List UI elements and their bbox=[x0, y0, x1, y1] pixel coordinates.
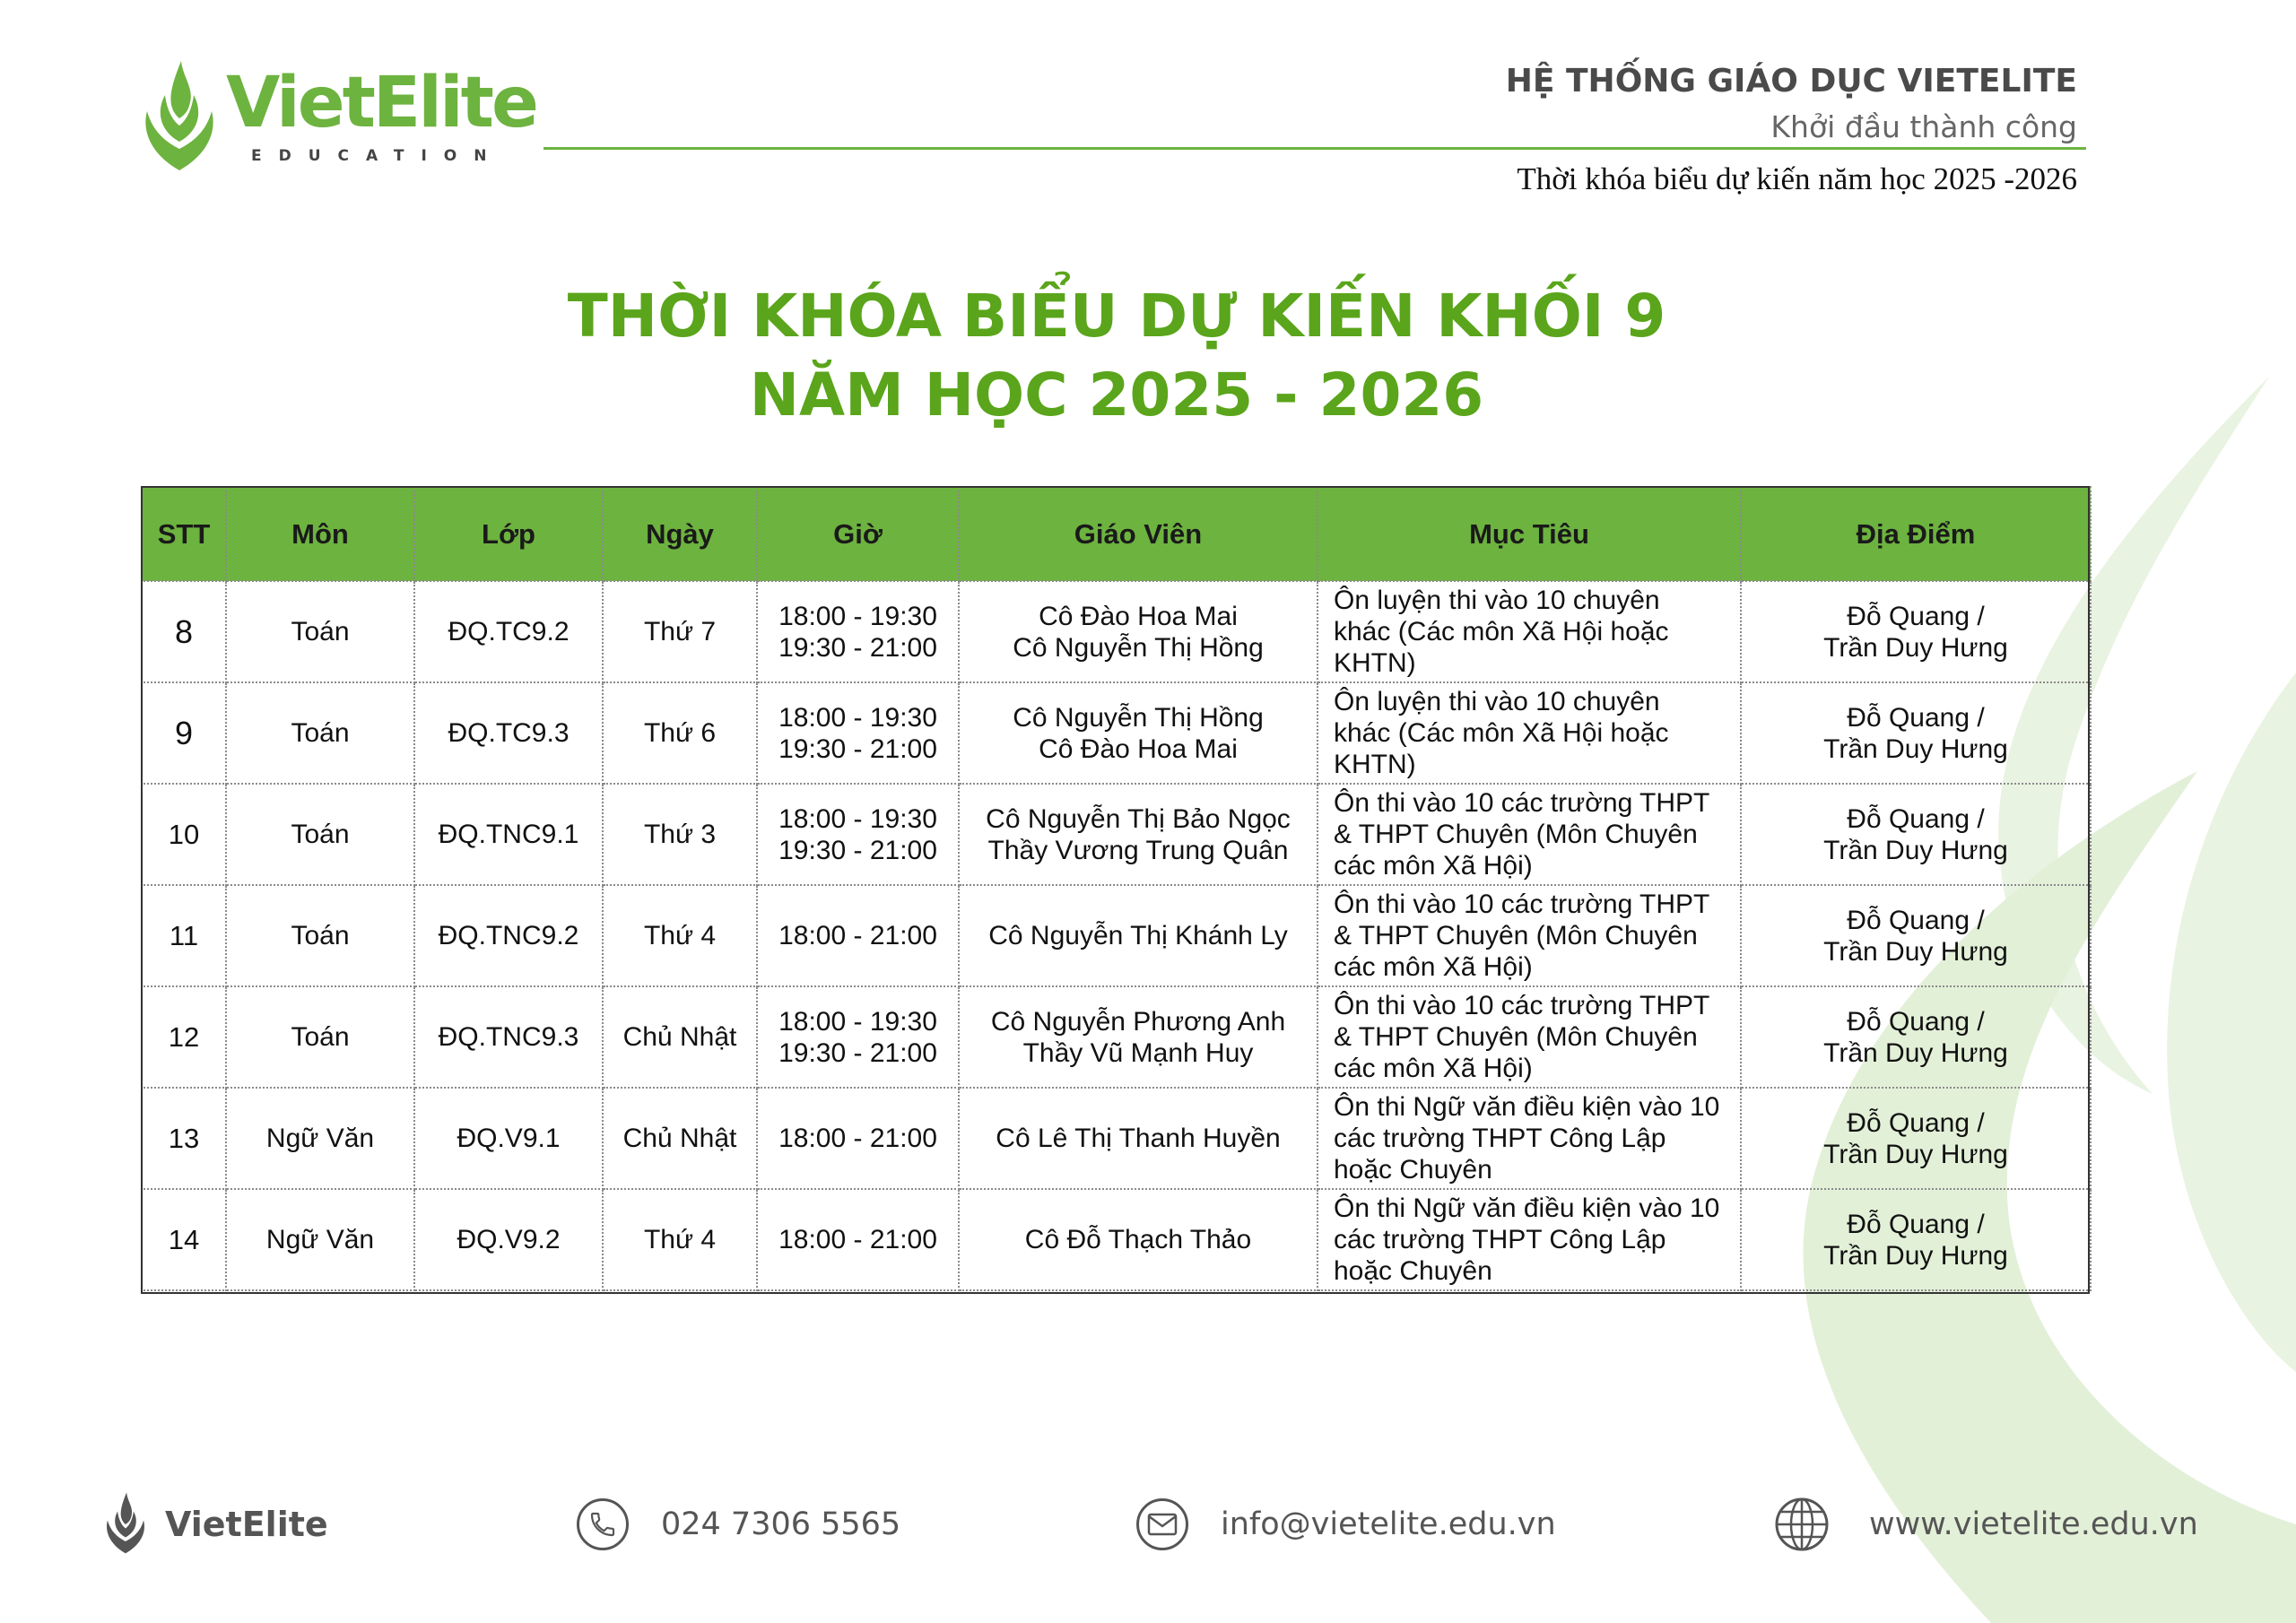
mail-icon bbox=[1136, 1498, 1188, 1550]
cell-time bbox=[757, 784, 959, 885]
teacher-line: Thầy Vương Trung Quân bbox=[987, 835, 1289, 865]
time-line: 18:00 - 21:00 bbox=[778, 921, 937, 950]
location-line: Trần Duy Hưng bbox=[1823, 835, 2008, 865]
location-line: Trần Duy Hưng bbox=[1823, 733, 2008, 764]
logo-subtext: EDUCATION bbox=[251, 147, 504, 165]
teacher-line: Cô Đào Hoa Mai bbox=[1039, 733, 1238, 764]
location-line: Đỗ Quang / bbox=[1847, 803, 1985, 834]
cell-goal bbox=[1318, 1088, 1741, 1189]
time-line: 18:00 - 21:00 bbox=[778, 1225, 937, 1254]
time-line: 18:00 - 19:30 bbox=[778, 803, 937, 834]
cell-day: Thứ 3 bbox=[603, 784, 757, 885]
goal-line: hoặc Chuyên bbox=[1334, 1256, 1492, 1286]
goal-line: Ôn thi Ngữ văn điều kiện vào 10 bbox=[1334, 1092, 1720, 1122]
column-header-stt: STT bbox=[142, 487, 226, 581]
footer bbox=[0, 1488, 2296, 1560]
teacher-line: Cô Lê Thị Thanh Huyền bbox=[996, 1124, 1281, 1153]
cell-goal bbox=[1318, 1189, 1741, 1290]
cell-stt: 8 bbox=[142, 581, 226, 682]
cell-time bbox=[757, 986, 959, 1088]
time-line: 18:00 - 19:30 bbox=[778, 702, 937, 733]
footer-phone bbox=[577, 1488, 900, 1560]
cell-time bbox=[757, 1088, 959, 1189]
cell-stt: 11 bbox=[142, 885, 226, 986]
location-line: Đỗ Quang / bbox=[1847, 702, 1985, 733]
teacher-line: Thầy Vũ Mạnh Huy bbox=[1022, 1037, 1254, 1068]
cell-class: ĐQ.TC9.3 bbox=[414, 682, 603, 784]
footer-email bbox=[1136, 1488, 1556, 1560]
cell-teacher bbox=[959, 581, 1318, 682]
cell-teacher bbox=[959, 1088, 1318, 1189]
time-line: 18:00 - 21:00 bbox=[778, 1124, 937, 1153]
goal-line: Ôn thi Ngữ văn điều kiện vào 10 bbox=[1334, 1193, 1720, 1223]
org-slogan: Khởi đầu thành công bbox=[1770, 109, 2077, 144]
table-row bbox=[142, 986, 2091, 1088]
table-row bbox=[142, 1189, 2091, 1290]
schedule-table bbox=[141, 486, 2092, 1291]
time-line: 19:30 - 21:00 bbox=[778, 835, 937, 865]
column-header-teacher: Giáo Viên bbox=[959, 487, 1318, 581]
column-header-location: Địa Điểm bbox=[1741, 487, 2091, 581]
cell-location bbox=[1741, 682, 2091, 784]
goal-line: khác (Các môn Xã Hội hoặc bbox=[1334, 617, 1669, 647]
cell-teacher bbox=[959, 682, 1318, 784]
vietelite-logo bbox=[135, 56, 538, 181]
footer-email-address[interactable]: info@vietelite.edu.vn bbox=[1221, 1506, 1556, 1542]
document-subtitle: Thời khóa biểu dự kiến năm học 2025 -2026 bbox=[1517, 161, 2077, 196]
teacher-line: Cô Đỗ Thạch Thảo bbox=[1024, 1225, 1252, 1254]
column-header-day: Ngày bbox=[603, 487, 757, 581]
cell-location bbox=[1741, 784, 2091, 885]
org-name: HỆ THỐNG GIÁO DỤC VIETELITE bbox=[1505, 63, 2077, 100]
location-line: Đỗ Quang / bbox=[1847, 601, 1985, 631]
cell-time bbox=[757, 682, 959, 784]
column-header-subject: Môn bbox=[226, 487, 414, 581]
cell-teacher bbox=[959, 784, 1318, 885]
table-row bbox=[142, 784, 2091, 885]
cell-location bbox=[1741, 1189, 2091, 1290]
cell-location bbox=[1741, 581, 2091, 682]
teacher-line: Cô Nguyễn Thị Hồng bbox=[1013, 702, 1264, 733]
footer-brand bbox=[99, 1488, 328, 1560]
globe-icon bbox=[1774, 1497, 1830, 1552]
location-line: Trần Duy Hưng bbox=[1823, 1037, 2008, 1068]
table-row bbox=[142, 1088, 2091, 1189]
location-line: Trần Duy Hưng bbox=[1823, 936, 2008, 967]
cell-teacher bbox=[959, 885, 1318, 986]
location-line: Trần Duy Hưng bbox=[1823, 1240, 2008, 1271]
location-line: Đỗ Quang / bbox=[1847, 1107, 1985, 1138]
cell-subject: Toán bbox=[226, 784, 414, 885]
column-header-class: Lớp bbox=[414, 487, 603, 581]
teacher-line: Cô Đào Hoa Mai bbox=[1039, 601, 1238, 631]
teacher-line: Cô Nguyễn Thị Khánh Ly bbox=[988, 921, 1288, 950]
cell-teacher bbox=[959, 986, 1318, 1088]
vietelite-logo-icon bbox=[135, 56, 224, 181]
cell-day: Chủ Nhật bbox=[603, 1088, 757, 1189]
cell-class: ĐQ.TC9.2 bbox=[414, 581, 603, 682]
cell-goal bbox=[1318, 986, 1741, 1088]
goal-line: & THPT Chuyên (Môn Chuyên bbox=[1334, 1022, 1698, 1052]
footer-brand-name: VietElite bbox=[165, 1505, 328, 1544]
cell-subject: Toán bbox=[226, 581, 414, 682]
location-line: Đỗ Quang / bbox=[1847, 1209, 1985, 1239]
phone-icon bbox=[577, 1498, 629, 1550]
goal-line: Ôn luyện thi vào 10 chuyên bbox=[1334, 586, 1660, 615]
logo-wordmark: VietElite bbox=[226, 63, 536, 143]
cell-day: Thứ 4 bbox=[603, 1189, 757, 1290]
cell-day: Thứ 7 bbox=[603, 581, 757, 682]
time-line: 19:30 - 21:00 bbox=[778, 632, 937, 663]
column-header-goal: Mục Tiêu bbox=[1318, 487, 1741, 581]
cell-time bbox=[757, 581, 959, 682]
table-row bbox=[142, 581, 2091, 682]
cell-subject: Toán bbox=[226, 885, 414, 986]
goal-line: các môn Xã Hội) bbox=[1334, 1054, 1533, 1083]
cell-day: Chủ Nhật bbox=[603, 986, 757, 1088]
goal-line: Ôn luyện thi vào 10 chuyên bbox=[1334, 687, 1660, 716]
header-divider bbox=[544, 147, 2086, 150]
time-line: 18:00 - 19:30 bbox=[778, 601, 937, 631]
table-header-row bbox=[142, 487, 2091, 581]
cell-class: ĐQ.TNC9.1 bbox=[414, 784, 603, 885]
page-title: THỜI KHÓA BIỂU DỰ KIẾN KHỐI 9 bbox=[567, 282, 1666, 351]
cell-class: ĐQ.TNC9.2 bbox=[414, 885, 603, 986]
page-title-year: NĂM HỌC 2025 - 2026 bbox=[749, 360, 1484, 430]
cell-stt: 10 bbox=[142, 784, 226, 885]
teacher-line: Cô Nguyễn Thị Bảo Ngọc bbox=[986, 803, 1291, 834]
time-line: 18:00 - 19:30 bbox=[778, 1006, 937, 1037]
cell-goal bbox=[1318, 784, 1741, 885]
cell-goal bbox=[1318, 682, 1741, 784]
goal-line: Ôn thi vào 10 các trường THPT bbox=[1334, 890, 1710, 919]
cell-location bbox=[1741, 986, 2091, 1088]
location-line: Đỗ Quang / bbox=[1847, 1006, 1985, 1037]
location-line: Đỗ Quang / bbox=[1847, 905, 1985, 935]
cell-day: Thứ 6 bbox=[603, 682, 757, 784]
goal-line: & THPT Chuyên (Môn Chuyên bbox=[1334, 921, 1698, 950]
goal-line: KHTN) bbox=[1334, 750, 1416, 779]
time-line: 19:30 - 21:00 bbox=[778, 1037, 937, 1068]
goal-line: KHTN) bbox=[1334, 648, 1416, 678]
goal-line: các trường THPT Công Lập bbox=[1334, 1124, 1666, 1153]
teacher-line: Cô Nguyễn Phương Anh bbox=[990, 1006, 1286, 1037]
goal-line: các môn Xã Hội) bbox=[1334, 851, 1533, 881]
cell-subject: Toán bbox=[226, 986, 414, 1088]
cell-subject: Ngữ Văn bbox=[226, 1088, 414, 1189]
cell-stt: 12 bbox=[142, 986, 226, 1088]
table-row bbox=[142, 682, 2091, 784]
teacher-line: Cô Nguyễn Thị Hồng bbox=[1013, 632, 1264, 663]
cell-time bbox=[757, 885, 959, 986]
goal-line: các môn Xã Hội) bbox=[1334, 952, 1533, 982]
vietelite-logo-icon bbox=[99, 1489, 152, 1559]
time-line: 19:30 - 21:00 bbox=[778, 733, 937, 764]
cell-subject: Ngữ Văn bbox=[226, 1189, 414, 1290]
footer-website-url[interactable]: www.vietelite.edu.vn bbox=[1869, 1506, 2198, 1542]
table-row bbox=[142, 885, 2091, 986]
cell-class: ĐQ.V9.2 bbox=[414, 1189, 603, 1290]
cell-location bbox=[1741, 1088, 2091, 1189]
cell-goal bbox=[1318, 581, 1741, 682]
cell-location bbox=[1741, 885, 2091, 986]
goal-line: & THPT Chuyên (Môn Chuyên bbox=[1334, 820, 1698, 849]
footer-phone-number[interactable]: 024 7306 5565 bbox=[661, 1506, 901, 1542]
column-header-time: Giờ bbox=[757, 487, 959, 581]
cell-teacher bbox=[959, 1189, 1318, 1290]
cell-day: Thứ 4 bbox=[603, 885, 757, 986]
location-line: Trần Duy Hưng bbox=[1823, 632, 2008, 663]
cell-class: ĐQ.V9.1 bbox=[414, 1088, 603, 1189]
goal-line: các trường THPT Công Lập bbox=[1334, 1225, 1666, 1254]
goal-line: Ôn thi vào 10 các trường THPT bbox=[1334, 788, 1710, 818]
cell-stt: 9 bbox=[142, 682, 226, 784]
location-line: Trần Duy Hưng bbox=[1823, 1139, 2008, 1169]
cell-goal bbox=[1318, 885, 1741, 986]
goal-line: hoặc Chuyên bbox=[1334, 1155, 1492, 1185]
footer-website bbox=[1774, 1488, 2198, 1560]
goal-line: Ôn thi vào 10 các trường THPT bbox=[1334, 991, 1710, 1020]
goal-line: khác (Các môn Xã Hội hoặc bbox=[1334, 718, 1669, 748]
cell-time bbox=[757, 1189, 959, 1290]
cell-class: ĐQ.TNC9.3 bbox=[414, 986, 603, 1088]
cell-stt: 14 bbox=[142, 1189, 226, 1290]
cell-subject: Toán bbox=[226, 682, 414, 784]
cell-stt: 13 bbox=[142, 1088, 226, 1189]
